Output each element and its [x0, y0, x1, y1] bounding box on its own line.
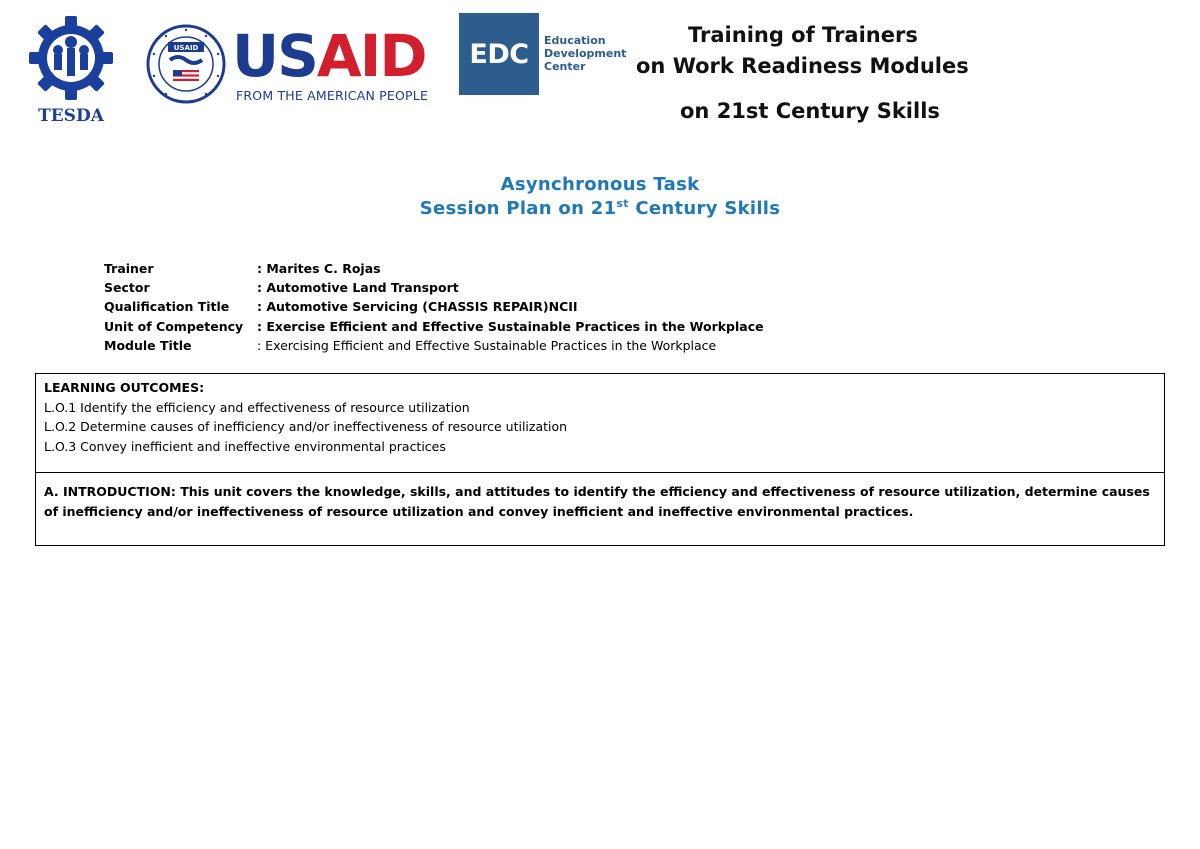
learning-outcomes-cell — [36, 374, 1164, 473]
usaid-seal — [146, 24, 226, 104]
session-plan-title-sup: st — [616, 197, 629, 210]
usaid-seal-label: USAID — [173, 44, 199, 52]
usaid-wordmark-us: US — [232, 22, 317, 90]
info-label: Sector — [104, 280, 150, 296]
info-value: : Automotive Servicing (CHASSIS REPAIR)NCII — [257, 299, 578, 315]
session-plan-title-post: Century Skills — [628, 198, 781, 219]
info-row-sector — [104, 280, 764, 299]
edc-line-center: Center — [544, 60, 586, 73]
info-value: : Exercising Efficient and Effective Sustainable Practices in the Workplace — [257, 337, 717, 353]
edc-line-development: Development — [544, 47, 627, 60]
learning-outcome-item: L.O.1 Identify the efficiency and effectiveness of resource utilization — [44, 399, 470, 415]
usaid-seal-icon — [146, 24, 226, 104]
info-label: Unit of Competency — [104, 318, 244, 334]
info-label: Trainer — [104, 261, 154, 276]
info-value: : Exercise Efficient and Effective Sustainable Practices in the Workplace — [257, 318, 764, 334]
info-row-trainer — [104, 261, 764, 280]
header-title-line-1: Training of Trainers — [688, 23, 918, 47]
info-value: : Marites C. Rojas — [257, 261, 381, 276]
edc-logo-box: EDC — [459, 13, 539, 95]
learning-outcome-item: L.O.2 Determine causes of inefficiency and/or ineffectiveness of resource utilization — [44, 419, 568, 434]
info-row-module-title — [104, 338, 764, 357]
header-title-line-3: on 21st Century Skills — [680, 99, 940, 123]
tesda-gear-icon — [26, 12, 116, 104]
session-plan-title — [0, 197, 1200, 219]
info-row-unit-of-competency — [104, 319, 764, 338]
tesda-logo — [26, 12, 116, 126]
usaid-wordmark-aid: AID — [316, 22, 426, 90]
introduction-cell — [36, 473, 1164, 531]
introduction-text: A. INTRODUCTION: This unit covers the knowledge, skills, and attitudes to identify the efficiency and effectiveness of resource utilization, determine causes of inefficiency and/or ineffectiveness of resource utilization and convey inefficient and ineffective environmental practices. — [44, 484, 1150, 519]
document-header — [0, 0, 1200, 140]
edc-line-education: Education — [544, 34, 606, 47]
info-label: Qualification Title — [104, 299, 230, 315]
info-row-qualification — [104, 299, 764, 318]
usaid-tagline: FROM THE AMERICAN PEOPLE — [236, 88, 429, 103]
task-title: Asynchronous Task — [500, 174, 700, 195]
learning-outcome-item: L.O.3 Convey inefficient and ineffective environmental practices — [44, 438, 446, 454]
info-value: : Automotive Land Transport — [257, 280, 459, 296]
usaid-wordmark — [232, 22, 426, 90]
session-info — [104, 261, 764, 357]
learning-outcomes-table — [35, 373, 1165, 546]
header-title-line-2: on Work Readiness Modules — [636, 54, 969, 78]
session-plan-title-pre: Session Plan on 21 — [419, 198, 617, 219]
learning-outcomes-heading: LEARNING OUTCOMES: — [44, 380, 205, 395]
tesda-logo-text: TESDA — [38, 106, 104, 126]
info-label: Module Title — [104, 337, 192, 353]
edc-logo-text — [544, 34, 630, 73]
